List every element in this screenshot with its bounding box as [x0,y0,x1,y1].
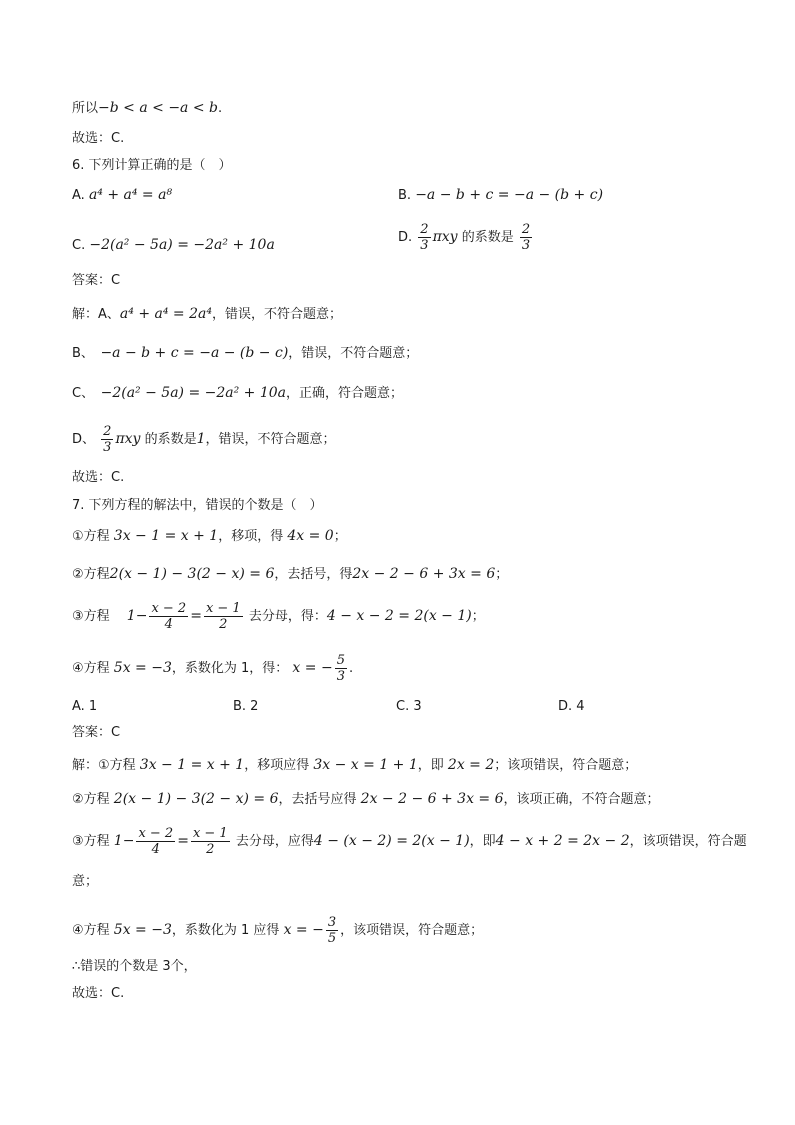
math-expression: 3x − 1 = x + 1 [139,757,245,773]
numerator: x − 1 [205,601,241,616]
text: ，错误，不符合题意； [288,346,419,361]
numerator: x − 1 [192,826,228,841]
fraction [101,424,113,455]
math-expression: 1− [113,833,135,849]
q7-solution-3 [72,826,747,857]
choose-line: 故选：C. [72,131,125,146]
option-label: B. [398,188,412,203]
text: ，系数化为 1，得： [171,661,289,676]
text: ； [495,567,509,582]
text: ，去括号，得 [274,567,353,582]
text: ，即 [417,758,444,773]
q7-count: ∴错误的个数是 3个， [72,959,197,974]
q7-option-a: A. 1 [72,699,98,714]
fraction [136,826,175,857]
math-expression: 2x − 2 − 6 + 3x = 6 [352,566,496,582]
denominator: 2 [219,617,228,632]
math-expression: 5x = −3 [113,922,172,938]
q6-solution-a [72,305,342,324]
text: ，去括号应得 [278,792,357,807]
text: ； [471,609,485,624]
fraction [520,222,532,253]
text: ③方程 [72,609,110,624]
math-expression: 4x = 0 [287,528,334,544]
text: ，移项应得 [244,758,310,773]
math-expression: 2x − 2 − 6 + 3x = 6 [360,791,504,807]
text: 去分母，应得 [235,834,314,849]
numerator: x − 2 [151,601,187,616]
denominator: 4 [151,842,160,857]
numerator: 5 [336,653,345,668]
q7-solution-3-wrap: 意； [72,874,99,889]
text: ，错误，不符合题意； [205,432,336,447]
q7-answer: 答案：C [72,725,121,740]
math-expression: 2x = 2 [447,757,495,773]
math-expression: −a − b + c = −a − (b − c) [100,345,289,361]
text: 去分母，得： [248,609,327,624]
q7-choose: 故选：C. [72,986,125,1001]
denominator: 5 [327,931,337,946]
fraction [149,601,188,632]
math-variable: πxy [432,229,458,245]
text: ，错误，不符合题意； [211,307,342,322]
math-expression: 1− [126,608,148,624]
math-expression: −2(a² − 5a) = −2a² + 10a [100,385,287,401]
denominator: 3 [336,669,345,684]
math-operator: = [177,833,189,849]
q6-answer: 答案：C [72,273,121,288]
q6-stem: 6. 下列计算正确的是（ ） [72,158,232,173]
fraction [326,915,338,946]
math-expression: 4 − x + 2 = 2x − 2 [495,833,630,849]
math-expression: −a − b + c = −a − (b + c) [415,187,604,203]
text: 的系数是 [144,432,197,447]
text: ②方程 [72,792,110,807]
math-expression: −b < a < −a < b [98,100,218,116]
option-label: A. [72,188,85,203]
denominator: 3 [521,238,531,253]
text: . [348,661,354,676]
q7-item-1 [72,527,347,546]
q6-solution-c [72,384,403,403]
q6-choose: 故选：C. [72,470,125,485]
option-label: D. [398,230,413,245]
text: 所以 [72,101,99,116]
numerator: 2 [521,222,531,237]
text: 解：①方程 [72,758,136,773]
q7-option-b: B. 2 [233,699,259,714]
fraction [191,826,230,857]
text: ①方程 [72,529,110,544]
option-label: C. [72,238,86,253]
text: ，系数化为 1 应得 [171,923,280,938]
numerator: 2 [420,222,429,237]
q7-option-c: C. 3 [396,699,422,714]
q7-item-4 [72,653,353,684]
q6-option-d [398,222,534,253]
fraction [418,222,430,253]
numerator: 2 [103,424,112,439]
text: D、 [72,432,96,447]
fraction [204,601,243,632]
q7-solution-2 [72,790,660,809]
text: ，即 [469,834,496,849]
text: ③方程 [72,834,110,849]
math-expression: 2(x − 1) − 3(2 − x) = 6 [109,566,275,582]
text: C、 [72,386,88,401]
text: ；该项错误，符合题意； [494,758,638,773]
numerator: x − 2 [138,826,174,841]
q6-option-a [72,186,172,205]
text: . [218,101,223,116]
math-expression: 2(x − 1) − 3(2 − x) = 6 [113,791,279,807]
numerator: 3 [327,915,337,930]
text: ④方程 [72,661,110,676]
math-expression: x = − [283,922,324,938]
text: ，该项正确，不符合题意； [503,792,660,807]
q6-solution-b [72,344,418,363]
denominator: 3 [420,238,429,253]
q7-solution-1 [72,756,637,775]
math-value: 1 [196,431,206,447]
denominator: 3 [103,440,112,455]
q7-item-3 [72,601,485,632]
denominator: 2 [206,842,215,857]
math-variable: πxy [115,431,141,447]
text: 解：A、 [72,307,120,322]
text: ，正确，符合题意； [286,386,404,401]
conclusion-line [72,99,222,118]
text: ④方程 [72,923,110,938]
math-expression: 3x − 1 = x + 1 [113,528,219,544]
math-expression: a⁴ + a⁴ = a⁸ [88,187,173,203]
q6-option-c [72,236,275,255]
q7-solution-4 [72,915,483,946]
math-expression: 5x = −3 [113,660,172,676]
math-expression: 4 − x − 2 = 2(x − 1) [326,608,472,624]
fraction [335,653,347,684]
denominator: 4 [164,617,173,632]
text: B、 [72,346,88,361]
math-expression: 3x − x = 1 + 1 [313,757,418,773]
math-expression: −2(a² − 5a) = −2a² + 10a [89,237,275,253]
text: ，该项错误，符合题意； [340,923,484,938]
text: 的系数是 [461,230,514,245]
text: ，移项，得 [218,529,284,544]
math-expression: a⁴ + a⁴ = 2a⁴ [119,306,212,322]
text: ②方程 [72,567,110,582]
text: ； [333,529,347,544]
q6-solution-d [72,424,336,455]
q7-stem: 7. 下列方程的解法中，错误的个数是（ ） [72,498,323,513]
q7-option-d: D. 4 [558,699,585,714]
math-expression: 4 − (x − 2) = 2(x − 1) [313,833,470,849]
text: ，该项错误，符合题 [629,834,747,849]
q7-item-2 [72,565,508,584]
math-operator: = [190,608,202,624]
math-expression: x = − [292,660,333,676]
q6-option-b [398,186,603,205]
